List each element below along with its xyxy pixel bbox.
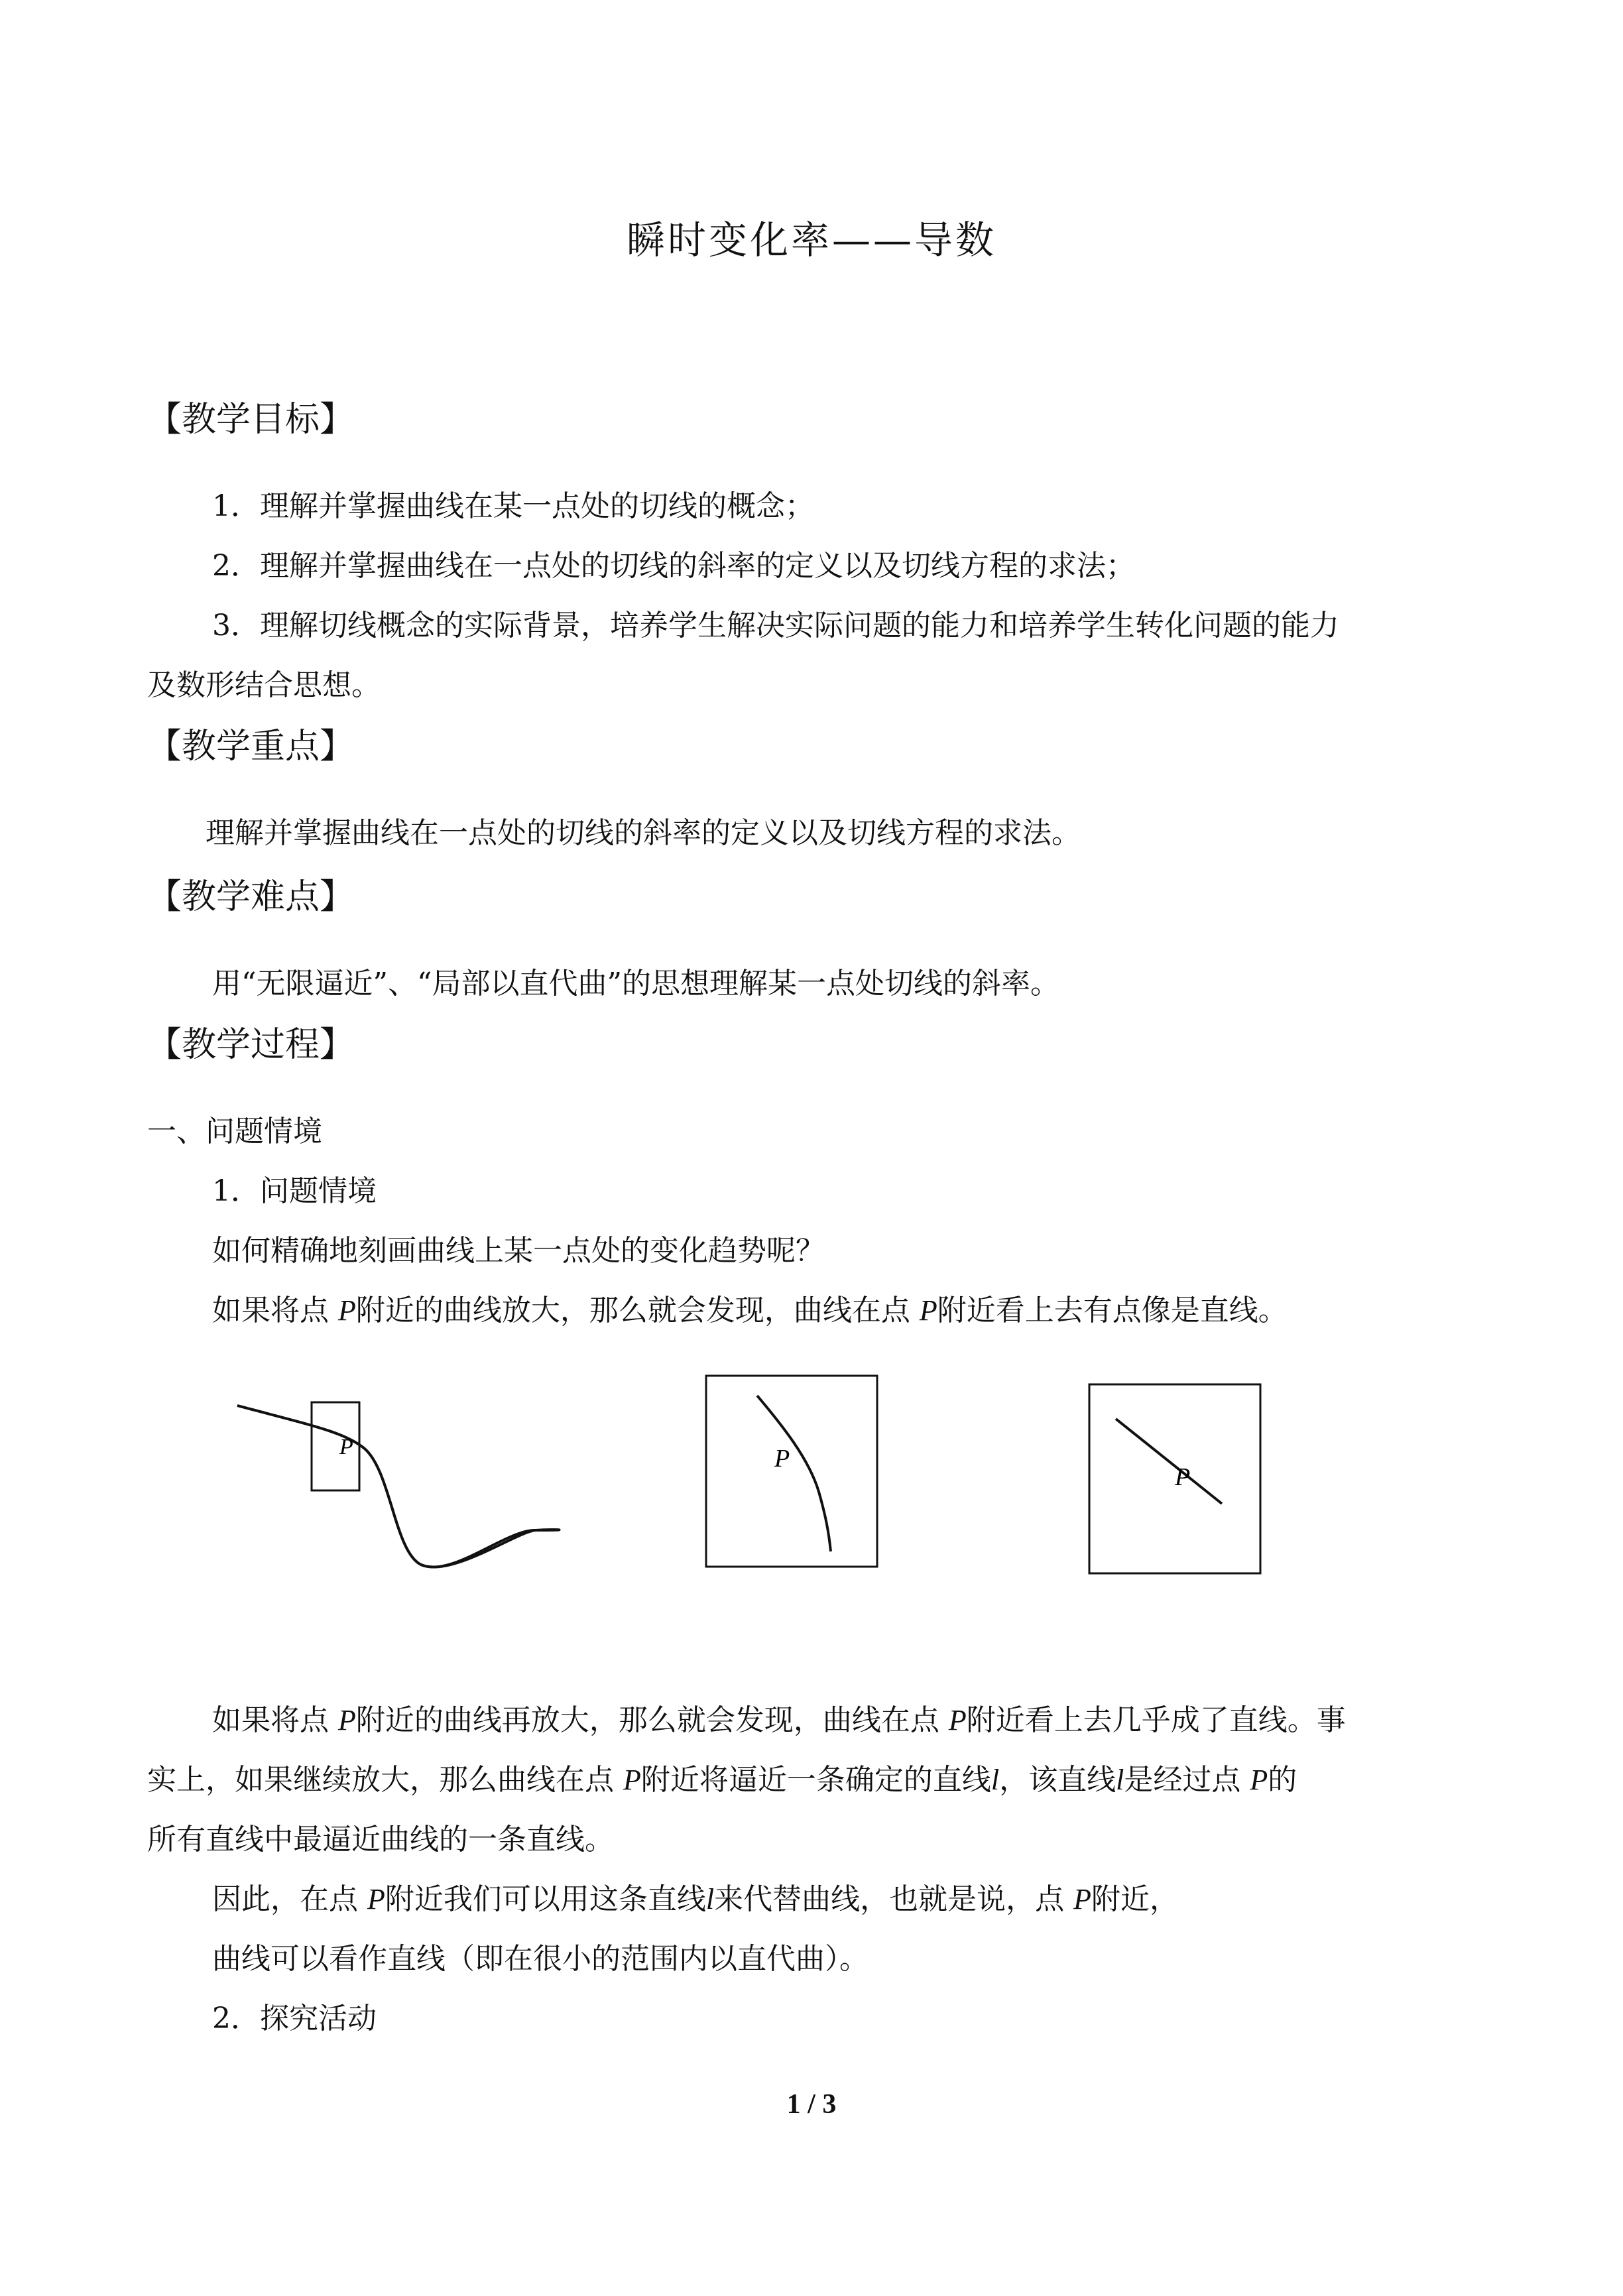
figure-curve-with-box (237, 1402, 560, 1567)
subsection-2-title: 2．探究活动 (212, 2002, 377, 2035)
subsection-1-title: 1．问题情境 (212, 1174, 377, 1208)
figure-zoom-level-1 (706, 1376, 877, 1567)
heading-key-points: 【教学重点】 (147, 727, 355, 766)
paragraph-zoom-2-line3: 所有直线中最逼近曲线的一条直线。 (147, 1823, 614, 1856)
zoomed-curve (757, 1396, 831, 1551)
paragraph-replace-line2: 曲线可以看作直线（即在很小的范围内以直代曲）。 (212, 1942, 869, 1976)
near-straight-line (1116, 1419, 1222, 1504)
heading-process: 【教学过程】 (147, 1025, 355, 1065)
document-title: 瞬时变化率——导数 (626, 217, 996, 263)
paragraph-zoom-1: 如果将点 P附近的曲线放大，那么就会发现，曲线在点 P附近看上去有点像是直线。 (212, 1294, 1288, 1327)
paragraph-zoom-2-line2: 实上，如果继续放大，那么曲线在点 P附近将逼近一条确定的直线l，该直线l是经过点 P的 (147, 1763, 1297, 1797)
part-one-title: 一、问题情境 (147, 1115, 322, 1148)
figure-zoom-level-2 (1089, 1384, 1260, 1573)
difficulty-text: 用“无限逼近”、“局部以直代曲”的思想理解某一点处切线的斜率。 (212, 967, 1059, 1000)
key-point-text: 理解并掌握曲线在一点处的切线的斜率的定义以及切线方程的求法。 (206, 816, 1081, 850)
objective-item-3: 3．理解切线概念的实际背景，培养学生解决实际问题的能力和培养学生转化问题的能力 (212, 609, 1339, 642)
zoom-figures (232, 1353, 1293, 1604)
figure1-point-label: P (339, 1435, 353, 1459)
question-text: 如何精确地刻画曲线上某一点处的变化趋势呢？ (212, 1234, 825, 1268)
wavy-curve (237, 1406, 560, 1567)
heading-objectives: 【教学目标】 (147, 400, 355, 440)
objective-item-1: 1．理解并掌握曲线在某一点处的切线的概念； (212, 489, 814, 523)
figure3-point-label: P (1175, 1463, 1191, 1491)
paragraph-zoom-2-line1: 如果将点 P附近的曲线再放大，那么就会发现，曲线在点 P附近看上去几乎成了直线。事 (212, 1703, 1346, 1737)
objective-item-3-continued: 及数形结合思想。 (147, 668, 381, 702)
heading-difficulty: 【教学难点】 (147, 877, 355, 917)
figure2-point-label: P (774, 1445, 790, 1473)
objective-item-2: 2．理解并掌握曲线在一点处的切线的斜率的定义以及切线方程的求法； (212, 549, 1135, 583)
page-number: 1 / 3 (786, 2089, 837, 2120)
paragraph-replace-line1: 因此，在点 P附近我们可以用这条直线l来代替曲线，也就是说，点 P附近， (212, 1882, 1179, 1916)
